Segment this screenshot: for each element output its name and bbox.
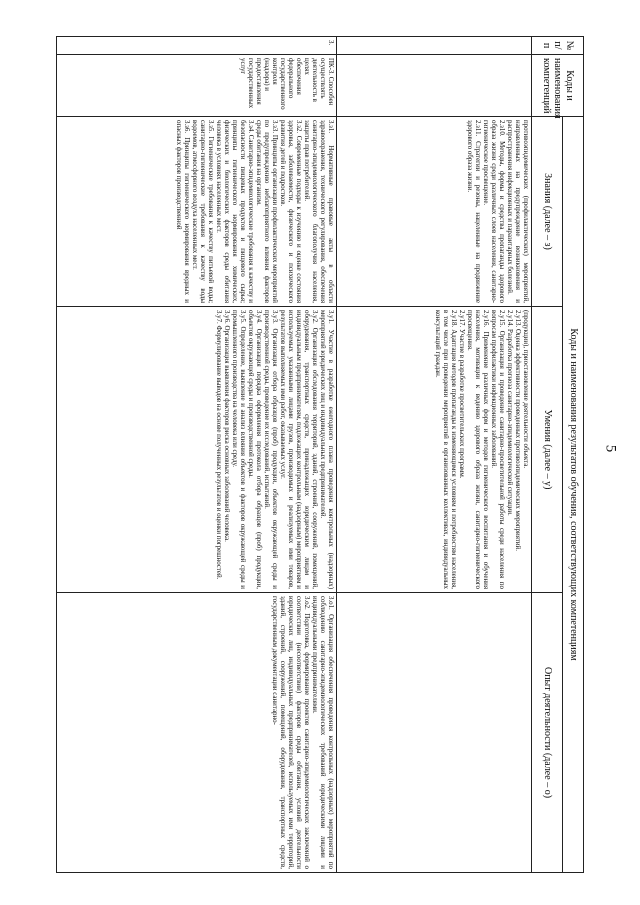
list-item: 3.з2. Современные подходы к изучению и оценке состояния здоровья, заболеваемости, физического и психического развития детей и подростков. <box>279 120 302 303</box>
list-item: 2.у13. Оценка эффективности проведенных противоэпидемических мероприятий. <box>514 310 521 551</box>
knowledge-cell <box>337 117 532 307</box>
list-item: 2.у15. Организация и проведение санитарно-просветительной работы среди населения по вопросам профилактики инфекционных заболеваний. <box>490 310 505 589</box>
competency-cell: ПК-3. Способен осуществлять деятельность в целях обеспечения федерального государственного контроля (надзора) и предоставления государственных услуг <box>57 55 337 117</box>
experience-cell <box>57 593 337 873</box>
header-competencies: Коды и наименования компетенций <box>532 55 584 117</box>
competency-cell <box>337 55 532 117</box>
list-item: 2.у17. Участие в разработке просветительских программ. <box>458 310 465 479</box>
list-item: 3.о1. Организация обеспечения проведения контрольных (надзорных) мероприятий по соблюдению санитарно-эпидемиологических требований юридическими лицами и индивидуальными предпринимателями. <box>311 596 334 869</box>
row-num-cell <box>337 37 532 55</box>
list-item: 2.з11. Стратегии и резоны, нацеленные на продвижение здорового образа жизни. <box>466 120 481 303</box>
competency-table <box>56 36 584 873</box>
experience-cell <box>337 593 532 873</box>
list-item: 3.у5. Определение, выявление и анализ влияния объектов и факторов окружающей среды и промышленного производства на человека или среду. <box>231 310 246 589</box>
rotated-table-container <box>56 36 584 872</box>
list-item: 3.з1. Нормативные правовые акты в области здравоохранения, технического регулирования, обеспечения санитарно-эпидемиологического благополучия населения, защиты прав потребителей. <box>303 120 334 303</box>
header-results-group: Коды и наименования результатов обучения, соответствующих компетенциям <box>563 117 584 873</box>
list-item: 2.з10. Методы, формы и средства пропаганды здорового образа жизни среди различных слоев населения, санитарно-гигиеническое просвещение. <box>482 120 505 303</box>
table-row <box>337 37 532 873</box>
knowledge-cell <box>57 117 337 307</box>
list-item: 3.у2. Организация обследования территорий, зданий, строений, сооружений, помещений, оборудования, транспортных средств, принадлежащих юридическим лицам и индивидуальным предпринимателям, подлежащих контрольным (надзорным) мероприятиям и используемых указанными лицами грузов, производимых и реализуемых ими товаров, результатов выполняемых ими работ, оказываемых услуг. <box>279 310 318 589</box>
list-item: 3.з5. Гигиенические требования к качеству питьевой воды; санитарно-гигиенические требования к качеству воды водоемов, атмосферного воздуха населенных мест. <box>191 120 214 303</box>
list-item: 3.у1. Участие в разработке ежегодного плана проведения контрольных (надзорных) мероприятий юридических лиц и индивидуальных предпринимателей. <box>319 310 334 589</box>
list-item: 3.з6. Принципы гигиенического нормирования вредных и опасных факторов производственной <box>175 120 190 303</box>
header-experience: Опыт деятельности (далее – о) <box>532 593 563 873</box>
list-item: 3.у3. Организация отбора образцов (проб) продукции, объектов окружающей среды и производственной среды, проведение их исследований, испытаний. <box>263 310 278 589</box>
row-num-cell: 3. <box>57 37 337 55</box>
list-item: (продукции), приостановление деятельности объекта. <box>522 310 529 469</box>
table-row <box>57 37 337 873</box>
list-item: 3.з4. Санитарно-эпидемиологические требования к качеству и безопасности пищевых продуктов и пищевого сырья; принципы гигиенического нормирования химических, физических и биологических факторов среды обитания человека в условиях населенных мест. <box>215 120 254 303</box>
header-num: № п/п <box>532 37 584 55</box>
skills-cell <box>337 307 532 593</box>
list-item: 3.у7. Формулирование выводов на основе полученных результатов и оценки погрешностей. <box>215 310 222 580</box>
list-item: 2.у14. Разработка прогноза санитарно-эпидемиологической ситуации. <box>506 310 513 516</box>
skills-cell <box>57 307 337 593</box>
list-item: 3.з3. Принципы организации профилактических мероприятий по предупреждению неблагоприятного влияния факторов среды обитания на организм. <box>255 120 278 303</box>
list-item: противоэпидемических (профилактических) мероприятий, направленных на предупреждение возникновения и распространения инфекционных и паразитарных болезней. <box>506 120 529 303</box>
list-item: 3.о2. Подготовка, формирование проектов санитарно-эпидемиологических заключений о соответствии (несоответствии) факторов среды обитания, условий деятельности юридических лиц, индивидуальных предпринимателей, используемых ими территорий, зданий, строений, сооружений, помещений, оборудования, транспортных средств, государственным документации санитарно- <box>271 596 310 869</box>
list-item: 2.у18. Адаптация методов пропаганды к изменяющимся условиям и потребностям населения, в том числе при проведении мероприятий в организованных коллективах, индивидуальных консультаций граждан. <box>434 310 457 589</box>
header-knowledge: Знания (далее – з) <box>532 117 563 307</box>
page-number: 5 <box>602 444 619 453</box>
header-skills: Умения (далее – у) <box>532 307 563 593</box>
list-item: 2.у16. Применение различных форм и методов гигиенического воспитания и обучения населения, мотивации к ведению здорового образа жизни, санитарно-гигиенического просвещения. <box>466 310 489 589</box>
list-item: 3.у4. Организация порядка оформления протокола отбора образцов (проб) продукции, объектов окружающей среды и производственной среды. <box>247 310 262 589</box>
list-item: 3.у6. Организация выявления факторов риска основных заболеваний человека. <box>223 310 230 542</box>
